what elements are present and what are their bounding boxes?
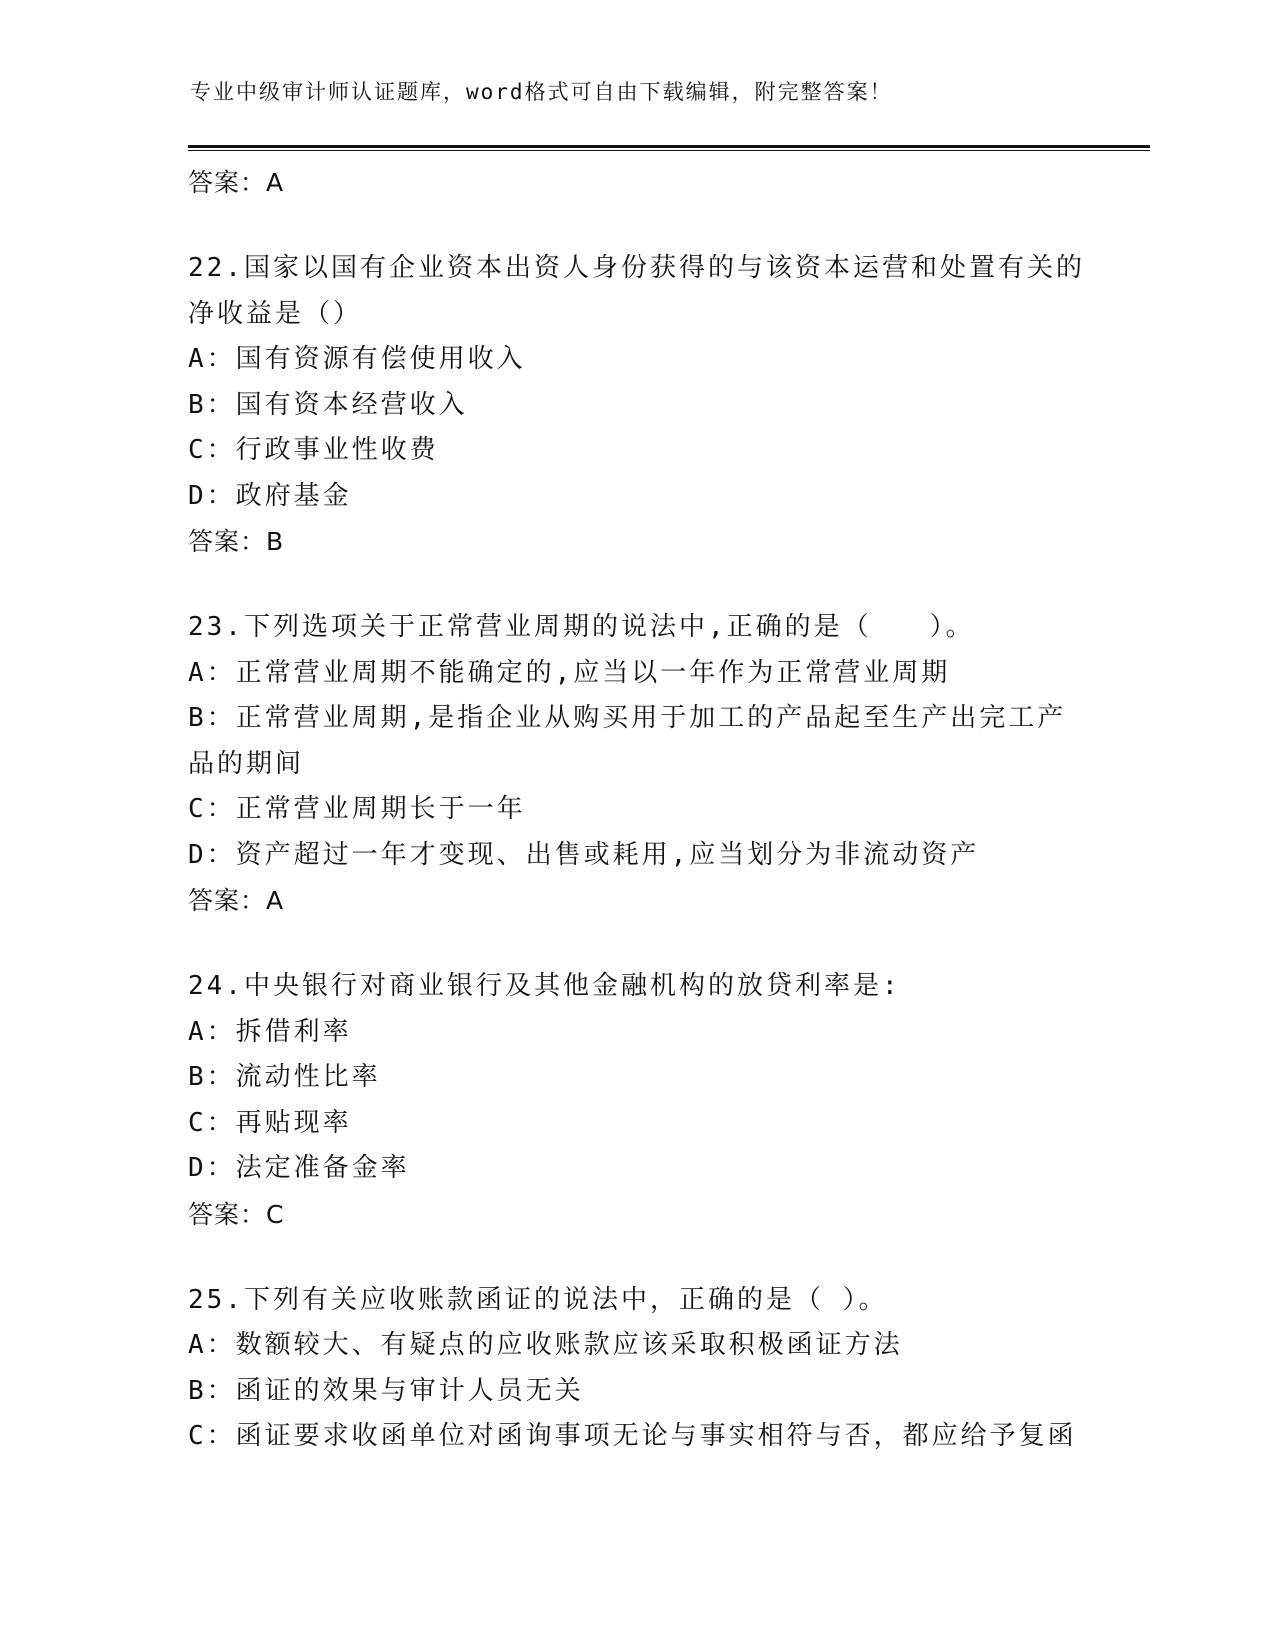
spacer [188, 924, 1088, 964]
question-25 [188, 1278, 1088, 1460]
question-stem: 净收益是（） [188, 298, 363, 329]
option-b: B：函证的效果与审计人员无关 [188, 1375, 584, 1406]
option-a: A：国有资源有偿使用收入 [188, 344, 526, 374]
answer: 答案：C [188, 1199, 285, 1229]
spacer [188, 565, 1088, 605]
question-23 [188, 605, 1088, 924]
option-d: D：法定准备金率 [188, 1153, 410, 1183]
header-rule-thin [188, 150, 1150, 151]
question-stem: 22.国家以国有企业资本出资人身份获得的与该资本运营和处置有关的 [188, 253, 1085, 283]
header-rule-thick [188, 145, 1150, 148]
option-b: B：国有资本经营收入 [188, 389, 468, 420]
option-b-continued: 品的期间 [188, 748, 305, 779]
option-d: D：政府基金 [188, 480, 352, 511]
option-b: B：流动性比率 [188, 1062, 381, 1092]
option-a: A：拆借利率 [188, 1016, 352, 1047]
option-a: A：数额较大、有疑点的应收账款应该采取积极函证方法 [188, 1330, 903, 1360]
question-stem: 23.下列选项关于正常营业周期的说法中,正确的是（ ）。 [188, 612, 975, 642]
page-header: 专业中级审计师认证题库，word格式可自由下载编辑，附完整答案！ [190, 80, 893, 104]
question-22 [188, 246, 1088, 565]
question-stem: 25.下列有关应收账款函证的说法中，正确的是（ ）。 [188, 1284, 888, 1315]
answer: 答案：B [188, 527, 285, 556]
spacer [188, 206, 1088, 246]
question-24 [188, 964, 1088, 1238]
answer: 答案：A [188, 886, 285, 915]
option-d: D：资产超过一年才变现、出售或耗用,应当划分为非流动资产 [188, 839, 980, 870]
option-c: C：正常营业周期长于一年 [188, 794, 526, 824]
option-a: A：正常营业周期不能确定的,应当以一年作为正常营业周期 [188, 657, 951, 688]
question-stem: 24.中央银行对商业银行及其他金融机构的放贷利率是: [188, 971, 901, 1001]
question-list [188, 160, 1088, 1460]
option-c: C：函证要求收函单位对函询事项无论与事实相符与否，都应给予复函 [188, 1421, 1077, 1451]
previous-answer: 答案：A [188, 168, 285, 197]
spacer [188, 1238, 1088, 1278]
option-c: C：行政事业性收费 [188, 435, 439, 465]
option-b: B：正常营业周期,是指企业从购买用于加工的产品起至生产出完工产 [188, 703, 1067, 733]
option-c: C：再贴现率 [188, 1107, 352, 1138]
